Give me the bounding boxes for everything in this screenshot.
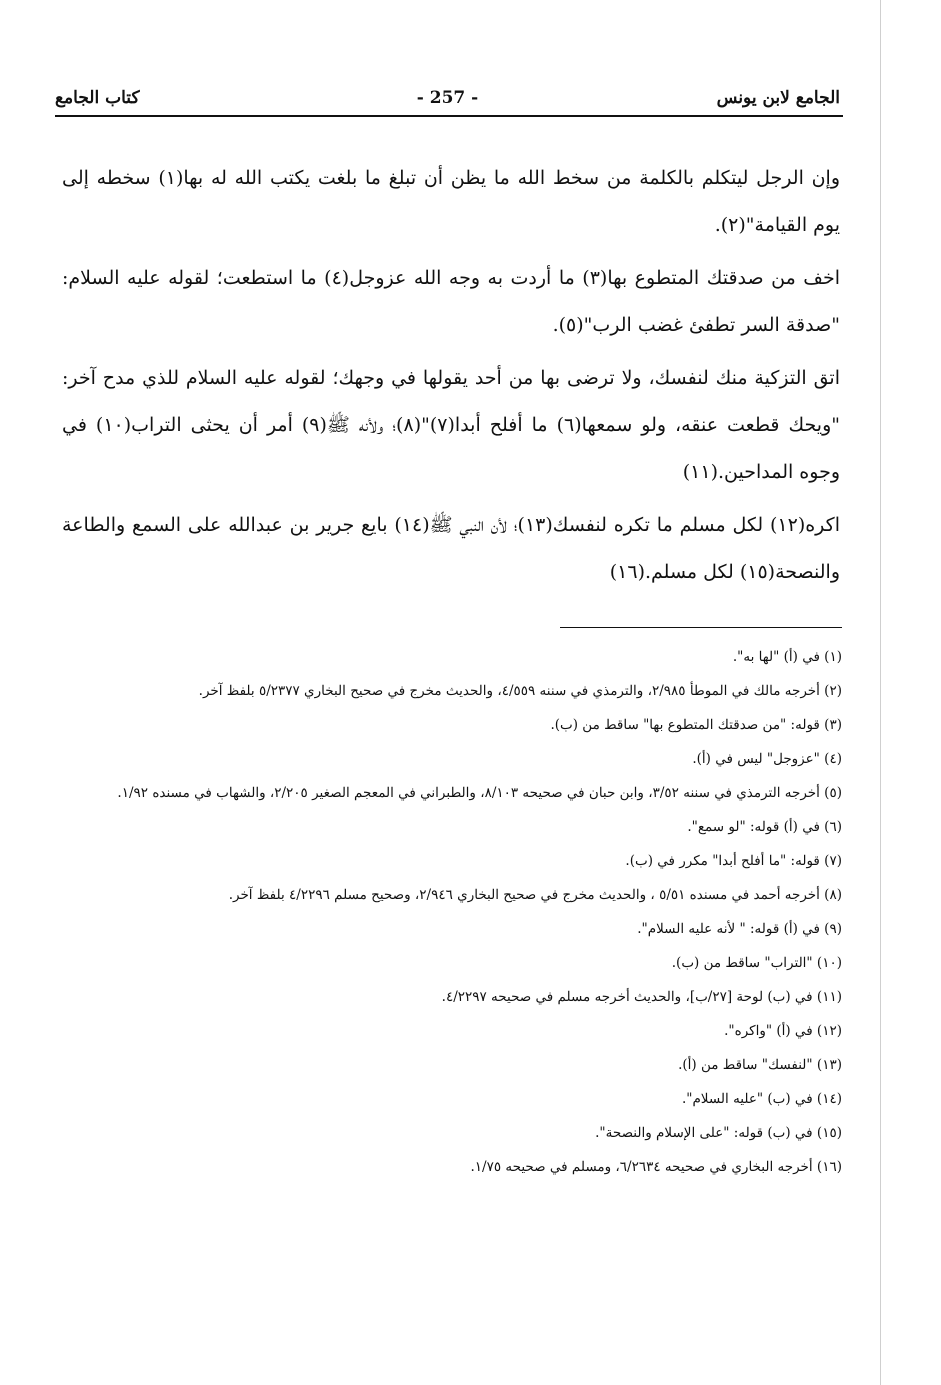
footnote: (٨) أخرجه أحمد في مسنده ٥/٥١ ، والحديث مخرج في صحيح البخاري ٢/٩٤٦، وصحيح مسلم ٤/٢٢٩٦ بلفظ آخر. [228,887,842,903]
footnotes [55,640,842,1184]
footnote: (٥) أخرجه الترمذي في سننه ٣/٥٢، وابن حبان في صحيحه ٨/١٠٣، والطبراني في المعجم الصغير ٢/٢٠٥، والشهاب في مسنده ١/٩٢. [117,785,842,801]
paragraph: اكره(١٢) لكل مسلم ما تكره لنفسك(١٣)؛ لأن النبي ﷺ(١٤) بايع جرير بن عبدالله على السمع والطاعة والنصحة(١٥) لكل مسلم.(١٦) [62,514,840,583]
footnote: (٤) "عزوجل" ليس في (أ). [692,751,842,767]
footnote: (٣) قوله: "من صدقتك المتطوع بها" ساقط من (ب). [550,717,842,733]
footnote: (١٢) في (أ) "واكره". [724,1023,842,1039]
paragraph: اتق التزكية منك لنفسك، ولا ترضى بها من أحد يقولها في وجهك؛ لقوله عليه السلام للذي مدح آخر: "ويحك قطعت عنقه، ولو سمعها(٦) ما أفلح أبدا(٧)"(٨)؛ ولأنه ﷺ(٩) أمر أن يحثى التراب(١٠) في وجوه المداحين.(١١) [62,367,840,483]
main-text [62,155,840,602]
footnote: (١٤) في (ب) "عليه السلام". [681,1091,842,1107]
footnote: (٧) قوله: "ما أفلح أبدا" مكرر في (ب). [625,853,842,869]
header-book-title: الجامع لابن يونس [716,88,840,108]
footnote: (٦) في (أ) قوله: "لو سمع". [687,819,842,835]
footnote: (١٥) في (ب) قوله: "على الإسلام والنصحة". [595,1125,842,1141]
footnote: (١) في (أ) "لها به". [732,649,842,665]
page-spine-line [880,0,881,1385]
page-number: - 257 - [416,88,479,108]
running-header [55,88,840,118]
footnote: (١٠) "التراب" ساقط من (ب). [671,955,842,971]
footnote: (١١) في (ب) لوحة [٢٧/ب]، والحديث أخرجه مسلم في صحيحه ٤/٢٢٩٧. [441,989,842,1005]
footnote-separator [560,627,842,628]
paragraph: وإن الرجل ليتكلم بالكلمة من سخط الله ما يظن أن تبلغ ما بلغت يكتب الله له بها(١) سخطه إلى يوم القيامة"(٢). [62,167,840,236]
footnote: (١٦) أخرجه البخاري في صحيحه ٦/٢٦٣٤، ومسلم في صحيحه ١/٧٥. [470,1159,842,1175]
header-rule [55,115,843,117]
footnote: (٩) في (أ) قوله: " لأنه عليه السلام". [637,921,842,937]
header-chapter-title: كتاب الجامع [55,88,140,108]
paragraph: اخف من صدقتك المتطوع بها(٣) ما أردت به وجه الله عزوجل(٤) ما استطعت؛ لقوله عليه السلام: "صدقة السر تطفئ غضب الرب"(٥). [62,267,840,336]
footnote: (١٣) "لنفسك" ساقط من (أ). [678,1057,842,1073]
footnote: (٢) أخرجه مالك في الموطأ ٢/٩٨٥، والترمذي في سننه ٤/٥٥٩، والحديث مخرج في صحيح البخاري ٥/٢٣٧٧ بلفظ آخر. [198,683,842,699]
